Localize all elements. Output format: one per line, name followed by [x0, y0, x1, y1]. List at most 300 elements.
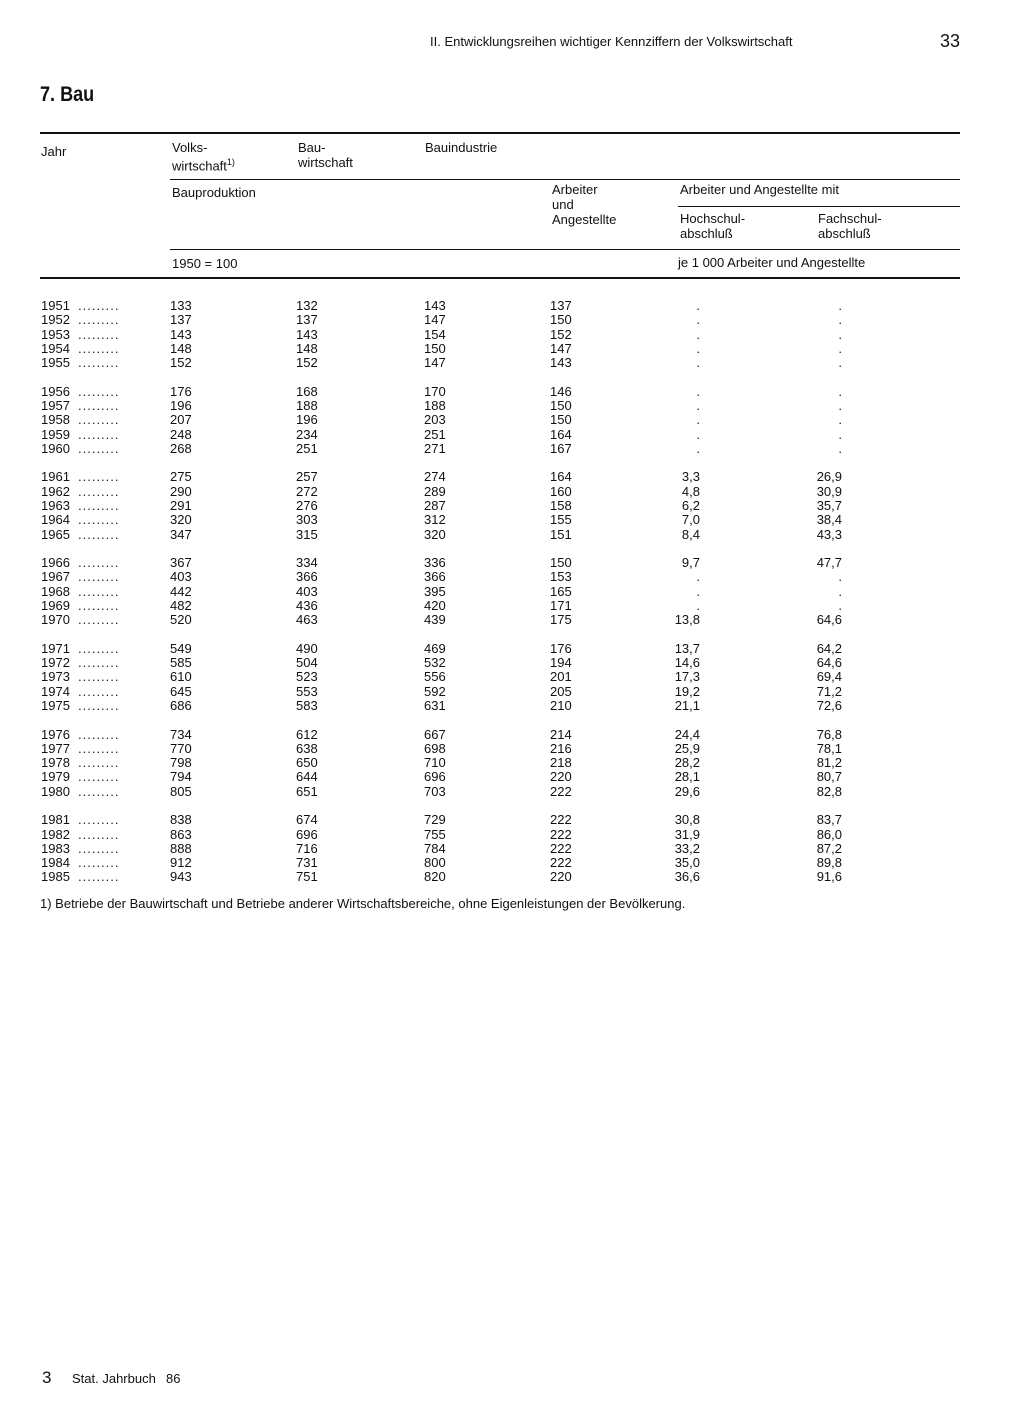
leader-dots: ......... [78, 355, 120, 371]
cell-bauindustrie: 696 [424, 769, 446, 785]
cell-hochschulabschluss: . [696, 312, 700, 328]
cell-bauwirtschaft: 638 [296, 740, 318, 756]
cell-bauindustrie: 154 [424, 326, 446, 342]
cell-bauwirtschaft: 188 [296, 398, 318, 413]
cell-fachschulabschluss: . [838, 340, 842, 356]
footer-number: 3 [42, 1368, 52, 1387]
header-volkswirtschaft-text: wirtschaft [172, 158, 227, 174]
cell-bauindustrie: 395 [424, 583, 446, 599]
cell-year: 1981 [41, 812, 70, 828]
cell-fachschulabschluss: 38,4 [816, 512, 842, 528]
cell-bauwirtschaft: 257 [296, 469, 318, 485]
cell-volkswirtschaft: 291 [170, 498, 192, 513]
cell-hochschulabschluss: . [696, 598, 700, 613]
cell-year: 1960 [41, 440, 70, 456]
leader-dots: ......... [78, 569, 120, 585]
cell-volkswirtschaft: 442 [170, 583, 192, 599]
cell-year: 1983 [41, 840, 70, 856]
cell-bauwirtschaft: 612 [296, 726, 318, 742]
cell-bauindustrie: 631 [424, 698, 446, 713]
footer-page: 86 [166, 1371, 181, 1386]
cell-volkswirtschaft: 912 [170, 855, 192, 871]
cell-arbeiter-angestellte: 214 [550, 726, 572, 742]
cell-year: 1974 [41, 683, 70, 699]
cell-bauindustrie: 784 [424, 840, 446, 856]
cell-hochschulabschluss: . [696, 440, 700, 456]
cell-fachschulabschluss: 76,8 [816, 726, 842, 742]
cell-arbeiter-angestellte: 150 [550, 312, 572, 328]
leader-dots: ......... [78, 640, 120, 656]
cell-bauindustrie: 287 [424, 498, 446, 513]
cell-bauwirtschaft: 168 [296, 383, 318, 399]
cell-fachschulabschluss: 89,8 [816, 855, 842, 871]
footer-source: Stat. Jahrbuch [72, 1371, 156, 1386]
cell-bauwirtschaft: 132 [296, 298, 318, 313]
cell-bauwirtschaft: 731 [296, 855, 318, 871]
cell-arbeiter-angestellte: 205 [550, 683, 572, 699]
cell-bauindustrie: 336 [424, 555, 446, 571]
cell-volkswirtschaft: 290 [170, 483, 192, 499]
cell-year: 1978 [41, 755, 70, 771]
cell-bauwirtschaft: 403 [296, 583, 318, 599]
cell-volkswirtschaft: 798 [170, 755, 192, 771]
leader-dots: ......... [78, 555, 120, 571]
leader-dots: ......... [78, 312, 120, 328]
header-volkswirtschaft-line1: Volks- [172, 140, 208, 155]
cell-volkswirtschaft: 137 [170, 312, 192, 328]
cell-hochschulabschluss: . [696, 583, 700, 599]
cell-volkswirtschaft: 403 [170, 569, 192, 585]
leader-dots: ......... [78, 583, 120, 599]
cell-bauindustrie: 556 [424, 669, 446, 685]
cell-hochschulabschluss: 24,4 [674, 726, 700, 742]
cell-bauwirtschaft: 276 [296, 498, 318, 513]
cell-bauwirtschaft: 303 [296, 512, 318, 528]
header-fachschul-line1: Fachschul- [818, 211, 882, 226]
cell-bauwirtschaft: 463 [296, 612, 318, 628]
leader-dots: ......... [78, 812, 120, 828]
cell-bauindustrie: 469 [424, 640, 446, 656]
cell-hochschulabschluss: 4,8 [681, 483, 700, 499]
cell-arbeiter-angestellte: 151 [550, 526, 572, 542]
cell-year: 1970 [41, 612, 70, 628]
cell-fachschulabschluss: . [838, 298, 842, 313]
cell-arbeiter-angestellte: 152 [550, 326, 572, 342]
leader-dots: ......... [78, 469, 120, 485]
cell-hochschulabschluss: 29,6 [674, 783, 700, 799]
cell-bauindustrie: 729 [424, 812, 446, 828]
cell-year: 1965 [41, 526, 70, 542]
leader-dots: ......... [78, 655, 120, 671]
cell-year: 1971 [41, 640, 70, 656]
cell-arbeiter-angestellte: 160 [550, 483, 572, 499]
cell-year: 1972 [41, 655, 70, 671]
cell-bauindustrie: 251 [424, 426, 446, 442]
cell-year: 1953 [41, 326, 70, 342]
cell-year: 1982 [41, 826, 70, 842]
cell-hochschulabschluss: . [696, 340, 700, 356]
cell-bauwirtschaft: 152 [296, 355, 318, 371]
cell-hochschulabschluss: 28,1 [674, 769, 700, 785]
cell-volkswirtschaft: 585 [170, 655, 192, 671]
cell-bauwirtschaft: 137 [296, 312, 318, 328]
cell-fachschulabschluss: 80,7 [816, 769, 842, 785]
leader-dots: ......... [78, 683, 120, 699]
cell-bauwirtschaft: 315 [296, 526, 318, 542]
leader-dots: ......... [78, 783, 120, 799]
cell-arbeiter-angestellte: 167 [550, 440, 572, 456]
cell-bauwirtschaft: 272 [296, 483, 318, 499]
cell-year: 1956 [41, 383, 70, 399]
cell-hochschulabschluss: 33,2 [674, 840, 700, 856]
leader-dots: ......... [78, 412, 120, 428]
cell-year: 1964 [41, 512, 70, 528]
cell-fachschulabschluss: 82,8 [816, 783, 842, 799]
cell-volkswirtschaft: 320 [170, 512, 192, 528]
cell-year: 1951 [41, 298, 70, 313]
section-title: 7. Bau [40, 83, 95, 106]
leader-dots: ......... [78, 526, 120, 542]
rule-bauproduktion [170, 179, 960, 180]
leader-dots: ......... [78, 826, 120, 842]
cell-arbeiter-angestellte: 146 [550, 383, 572, 399]
header-arbeiter-line2: und [552, 197, 574, 212]
cell-arbeiter-angestellte: 194 [550, 655, 572, 671]
footnote-marker: 1) [226, 157, 235, 167]
cell-hochschulabschluss: 6,2 [681, 498, 700, 513]
rule-abschluss [678, 206, 960, 207]
cell-bauindustrie: 667 [424, 726, 446, 742]
cell-volkswirtschaft: 549 [170, 640, 192, 656]
cell-volkswirtschaft: 794 [170, 769, 192, 785]
cell-hochschulabschluss: 8,4 [681, 526, 700, 542]
cell-arbeiter-angestellte: 210 [550, 698, 572, 713]
cell-bauwirtschaft: 490 [296, 640, 318, 656]
leader-dots: ......... [78, 440, 120, 456]
cell-bauindustrie: 320 [424, 526, 446, 542]
cell-arbeiter-angestellte: 150 [550, 412, 572, 428]
cell-fachschulabschluss: . [838, 426, 842, 442]
cell-arbeiter-angestellte: 201 [550, 669, 572, 685]
cell-volkswirtschaft: 347 [170, 526, 192, 542]
rule-header-bottom [40, 277, 960, 279]
header-bauwirtschaft-line2: wirtschaft [298, 155, 353, 170]
cell-fachschulabschluss: . [838, 383, 842, 399]
cell-arbeiter-angestellte: 137 [550, 298, 572, 313]
cell-year: 1958 [41, 412, 70, 428]
leader-dots: ......... [78, 840, 120, 856]
cell-fachschulabschluss: . [838, 412, 842, 428]
cell-hochschulabschluss: . [696, 569, 700, 585]
cell-volkswirtschaft: 248 [170, 426, 192, 442]
header-bauindustrie: Bauindustrie [425, 140, 498, 155]
cell-bauwirtschaft: 696 [296, 826, 318, 842]
cell-year: 1961 [41, 469, 70, 485]
cell-volkswirtschaft: 143 [170, 326, 192, 342]
cell-volkswirtschaft: 275 [170, 469, 192, 485]
cell-arbeiter-angestellte: 150 [550, 398, 572, 413]
cell-bauwirtschaft: 650 [296, 755, 318, 771]
cell-hochschulabschluss: 13,8 [674, 612, 700, 628]
header-mit-abschluss: Arbeiter und Angestellte mit [680, 182, 839, 197]
cell-arbeiter-angestellte: 165 [550, 583, 572, 599]
cell-volkswirtschaft: 734 [170, 726, 192, 742]
cell-hochschulabschluss: 3,3 [681, 469, 700, 485]
cell-fachschulabschluss: . [838, 583, 842, 599]
cell-fachschulabschluss: 86,0 [816, 826, 842, 842]
cell-bauindustrie: 703 [424, 783, 446, 799]
cell-year: 1954 [41, 340, 70, 356]
cell-fachschulabschluss: . [838, 598, 842, 613]
leader-dots: ......... [78, 383, 120, 399]
cell-year: 1967 [41, 569, 70, 585]
cell-hochschulabschluss: . [696, 398, 700, 413]
cell-hochschulabschluss: . [696, 298, 700, 313]
cell-bauindustrie: 439 [424, 612, 446, 628]
cell-year: 1985 [41, 869, 70, 885]
cell-hochschulabschluss: 30,8 [674, 812, 700, 828]
cell-fachschulabschluss: . [838, 398, 842, 413]
cell-fachschulabschluss: 81,2 [816, 755, 842, 771]
cell-arbeiter-angestellte: 222 [550, 783, 572, 799]
cell-fachschulabschluss: . [838, 312, 842, 328]
cell-hochschulabschluss: 13,7 [674, 640, 700, 656]
header-hochschul-line2: abschluß [680, 226, 733, 241]
cell-volkswirtschaft: 686 [170, 698, 192, 713]
cell-bauindustrie: 147 [424, 312, 446, 328]
cell-hochschulabschluss: 21,1 [674, 698, 700, 713]
cell-volkswirtschaft: 196 [170, 398, 192, 413]
leader-dots: ......... [78, 726, 120, 742]
cell-hochschulabschluss: 36,6 [674, 869, 700, 885]
cell-fachschulabschluss: . [838, 326, 842, 342]
cell-hochschulabschluss: 19,2 [674, 683, 700, 699]
cell-hochschulabschluss: . [696, 326, 700, 342]
cell-hochschulabschluss: 7,0 [681, 512, 700, 528]
cell-bauwirtschaft: 366 [296, 569, 318, 585]
cell-volkswirtschaft: 610 [170, 669, 192, 685]
cell-year: 1984 [41, 855, 70, 871]
leader-dots: ......... [78, 612, 120, 628]
cell-fachschulabschluss: 91,6 [816, 869, 842, 885]
cell-bauindustrie: 820 [424, 869, 446, 885]
running-title: II. Entwicklungsreihen wichtiger Kennziffern der Volkswirtschaft [430, 34, 793, 49]
cell-volkswirtschaft: 482 [170, 598, 192, 613]
leader-dots: ......... [78, 512, 120, 528]
cell-year: 1969 [41, 598, 70, 613]
header-volkswirtschaft-line2 [172, 155, 235, 173]
cell-hochschulabschluss: 31,9 [674, 826, 700, 842]
cell-arbeiter-angestellte: 176 [550, 640, 572, 656]
cell-year: 1959 [41, 426, 70, 442]
cell-arbeiter-angestellte: 153 [550, 569, 572, 585]
leader-dots: ......... [78, 669, 120, 685]
leader-dots: ......... [78, 769, 120, 785]
cell-fachschulabschluss: 64,6 [816, 655, 842, 671]
leader-dots: ......... [78, 298, 120, 313]
cell-hochschulabschluss: . [696, 383, 700, 399]
leader-dots: ......... [78, 869, 120, 885]
footnote: 1) Betriebe der Bauwirtschaft und Betriebe anderer Wirtschaftsbereiche, ohne Eigenleistungen der Bevölkerung. [40, 896, 686, 911]
cell-arbeiter-angestellte: 164 [550, 469, 572, 485]
cell-arbeiter-angestellte: 216 [550, 740, 572, 756]
cell-year: 1957 [41, 398, 70, 413]
cell-year: 1973 [41, 669, 70, 685]
cell-fachschulabschluss: 35,7 [816, 498, 842, 513]
leader-dots: ......... [78, 483, 120, 499]
cell-bauwirtschaft: 523 [296, 669, 318, 685]
cell-bauwirtschaft: 644 [296, 769, 318, 785]
cell-arbeiter-angestellte: 155 [550, 512, 572, 528]
cell-bauindustrie: 710 [424, 755, 446, 771]
cell-year: 1975 [41, 698, 70, 713]
cell-fachschulabschluss: 72,6 [816, 698, 842, 713]
header-arbeiter-line1: Arbeiter [552, 182, 598, 197]
cell-bauwirtschaft: 751 [296, 869, 318, 885]
leader-dots: ......... [78, 740, 120, 756]
cell-volkswirtschaft: 367 [170, 555, 192, 571]
cell-arbeiter-angestellte: 150 [550, 555, 572, 571]
cell-volkswirtschaft: 152 [170, 355, 192, 371]
cell-year: 1977 [41, 740, 70, 756]
cell-bauindustrie: 366 [424, 569, 446, 585]
cell-bauwirtschaft: 716 [296, 840, 318, 856]
leader-dots: ......... [78, 398, 120, 413]
cell-fachschulabschluss: 64,2 [816, 640, 842, 656]
cell-volkswirtschaft: 520 [170, 612, 192, 628]
cell-hochschulabschluss: . [696, 426, 700, 442]
cell-bauindustrie: 147 [424, 355, 446, 371]
cell-bauindustrie: 312 [424, 512, 446, 528]
leader-dots: ......... [78, 855, 120, 871]
cell-volkswirtschaft: 805 [170, 783, 192, 799]
cell-volkswirtschaft: 148 [170, 340, 192, 356]
cell-fachschulabschluss: 43,3 [816, 526, 842, 542]
cell-arbeiter-angestellte: 171 [550, 598, 572, 613]
leader-dots: ......... [78, 340, 120, 356]
cell-arbeiter-angestellte: 143 [550, 355, 572, 371]
cell-bauwirtschaft: 583 [296, 698, 318, 713]
header-fachschul-line2: abschluß [818, 226, 871, 241]
cell-arbeiter-angestellte: 222 [550, 840, 572, 856]
cell-bauwirtschaft: 196 [296, 412, 318, 428]
cell-volkswirtschaft: 770 [170, 740, 192, 756]
cell-bauindustrie: 698 [424, 740, 446, 756]
cell-arbeiter-angestellte: 220 [550, 869, 572, 885]
cell-bauindustrie: 420 [424, 598, 446, 613]
cell-arbeiter-angestellte: 164 [550, 426, 572, 442]
cell-year: 1966 [41, 555, 70, 571]
cell-fachschulabschluss: 64,6 [816, 612, 842, 628]
leader-dots: ......... [78, 426, 120, 442]
cell-bauindustrie: 532 [424, 655, 446, 671]
cell-fachschulabschluss: 71,2 [816, 683, 842, 699]
cell-fachschulabschluss: 47,7 [816, 555, 842, 571]
cell-hochschulabschluss: . [696, 412, 700, 428]
cell-fachschulabschluss: 26,9 [816, 469, 842, 485]
header-bauproduktion: Bauproduktion [172, 185, 256, 200]
cell-year: 1979 [41, 769, 70, 785]
cell-year: 1968 [41, 583, 70, 599]
cell-arbeiter-angestellte: 218 [550, 755, 572, 771]
cell-bauwirtschaft: 234 [296, 426, 318, 442]
cell-bauwirtschaft: 504 [296, 655, 318, 671]
cell-arbeiter-angestellte: 222 [550, 826, 572, 842]
cell-arbeiter-angestellte: 158 [550, 498, 572, 513]
cell-volkswirtschaft: 943 [170, 869, 192, 885]
cell-year: 1976 [41, 726, 70, 742]
cell-hochschulabschluss: . [696, 355, 700, 371]
cell-bauwirtschaft: 436 [296, 598, 318, 613]
cell-fachschulabschluss: 83,7 [816, 812, 842, 828]
cell-bauindustrie: 592 [424, 683, 446, 699]
cell-arbeiter-angestellte: 220 [550, 769, 572, 785]
cell-fachschulabschluss: 78,1 [816, 740, 842, 756]
rule-top [40, 132, 960, 134]
cell-bauindustrie: 150 [424, 340, 446, 356]
header-arbeiter-line3: Angestellte [552, 212, 617, 227]
header-hochschul-line1: Hochschul- [680, 211, 746, 226]
cell-year: 1955 [41, 355, 70, 371]
cell-hochschulabschluss: 25,9 [674, 740, 700, 756]
header-bauwirtschaft-line1: Bau- [298, 140, 326, 155]
cell-bauindustrie: 800 [424, 855, 446, 871]
cell-hochschulabschluss: 28,2 [674, 755, 700, 771]
cell-fachschulabschluss: 87,2 [816, 840, 842, 856]
cell-volkswirtschaft: 207 [170, 412, 192, 428]
cell-arbeiter-angestellte: 147 [550, 340, 572, 356]
cell-bauindustrie: 170 [424, 383, 446, 399]
cell-bauwirtschaft: 148 [296, 340, 318, 356]
cell-fachschulabschluss: . [838, 440, 842, 456]
cell-arbeiter-angestellte: 222 [550, 812, 572, 828]
cell-fachschulabschluss: 69,4 [816, 669, 842, 685]
cell-arbeiter-angestellte: 175 [550, 612, 572, 628]
cell-bauwirtschaft: 674 [296, 812, 318, 828]
header-jahr: Jahr [41, 144, 67, 159]
cell-year: 1962 [41, 483, 70, 499]
cell-bauwirtschaft: 251 [296, 440, 318, 456]
unit-per-thousand: je 1 000 Arbeiter und Angestellte [678, 255, 866, 270]
leader-dots: ......... [78, 698, 120, 713]
cell-bauwirtschaft: 553 [296, 683, 318, 699]
cell-bauindustrie: 274 [424, 469, 446, 485]
cell-bauindustrie: 755 [424, 826, 446, 842]
cell-volkswirtschaft: 176 [170, 383, 192, 399]
cell-hochschulabschluss: 9,7 [681, 555, 700, 571]
cell-volkswirtschaft: 133 [170, 298, 192, 313]
cell-bauindustrie: 188 [424, 398, 446, 413]
cell-bauindustrie: 289 [424, 483, 446, 499]
cell-volkswirtschaft: 838 [170, 812, 192, 828]
unit-index: 1950 = 100 [172, 256, 238, 271]
cell-volkswirtschaft: 268 [170, 440, 192, 456]
cell-volkswirtschaft: 888 [170, 840, 192, 856]
leader-dots: ......... [78, 755, 120, 771]
cell-bauwirtschaft: 334 [296, 555, 318, 571]
cell-volkswirtschaft: 645 [170, 683, 192, 699]
cell-hochschulabschluss: 14,6 [674, 655, 700, 671]
cell-fachschulabschluss: . [838, 355, 842, 371]
cell-fachschulabschluss: . [838, 569, 842, 585]
cell-bauindustrie: 271 [424, 440, 446, 456]
cell-year: 1963 [41, 498, 70, 513]
cell-bauindustrie: 203 [424, 412, 446, 428]
cell-volkswirtschaft: 863 [170, 826, 192, 842]
cell-hochschulabschluss: 17,3 [674, 669, 700, 685]
leader-dots: ......... [78, 498, 120, 513]
leader-dots: ......... [78, 326, 120, 342]
